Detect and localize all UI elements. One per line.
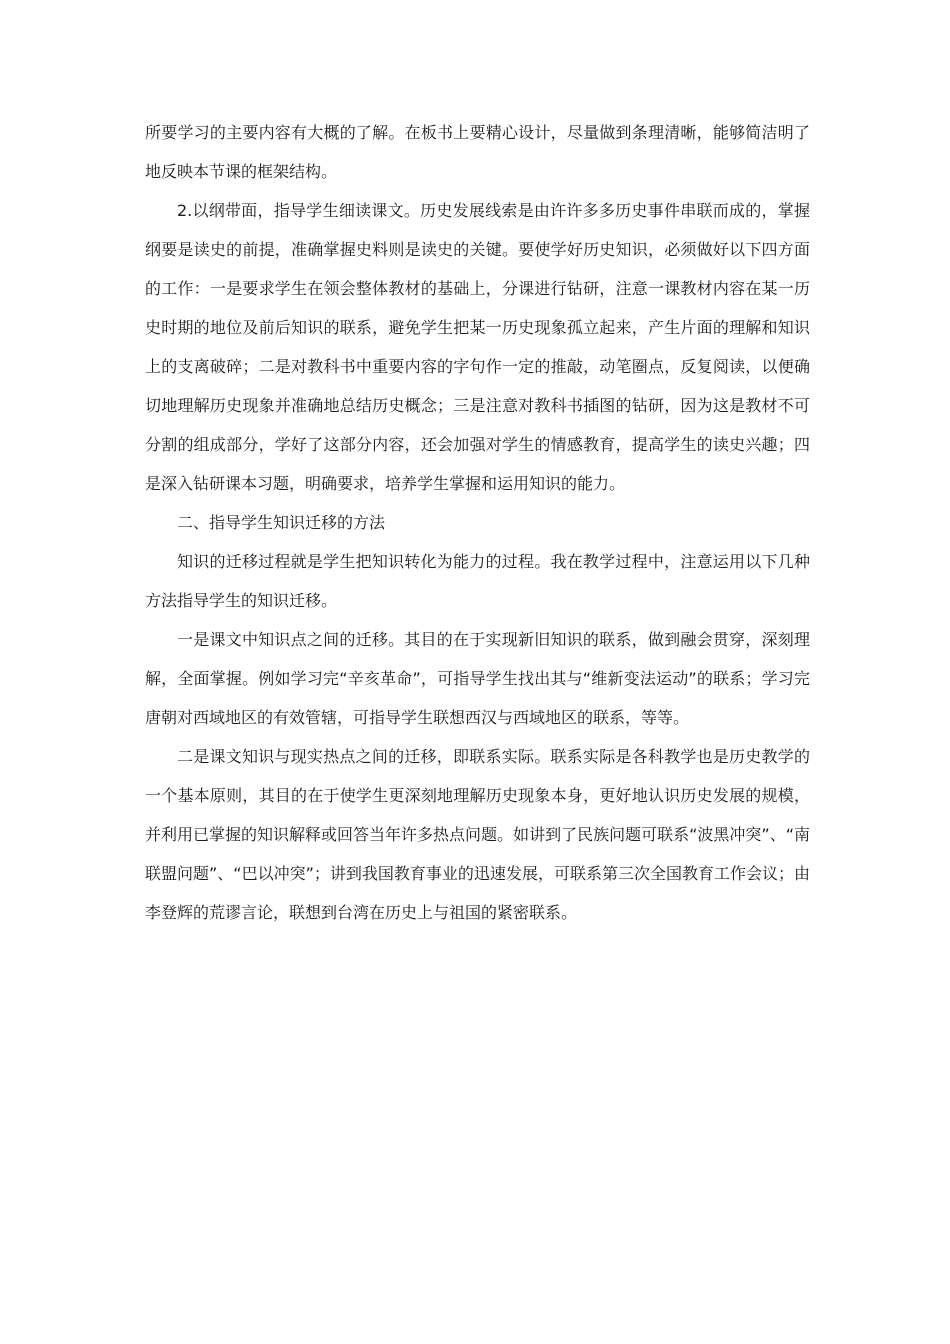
section-heading: 二、指导学生知识迁移的方法	[177, 513, 386, 532]
document-body	[145, 113, 810, 932]
paragraph-3: 知识的迁移过程就是学生把知识转化为能力的过程。我在教学过程中，注意运用以下几种方法指导学生的知识迁移。	[145, 552, 810, 610]
paragraph-4: 一是课文中知识点之间的迁移。其目的在于实现新旧知识的联系，做到融会贯穿，深刻理解，全面掌握。例如学习完“辛亥革命”，可指导学生找出其与“维新变法运动”的联系；学习完唐朝对西域地区的有效管辖，可指导学生联想西汉与西域地区的联系，等等。	[145, 630, 810, 727]
paragraph-1: 所要学习的主要内容有大概的了解。在板书上要精心设计，尽量做到条理清晰，能够简洁明了地反映本节课的框架结构。	[145, 123, 810, 181]
paragraph-2: 2.以纲带面，指导学生细读课文。历史发展线索是由许许多多历史事件串联而成的，掌握纲要是读史的前提，准确掌握史料则是读史的关键。要使学好历史知识，必须做好以下四方面的工作：一是要求学生在领会整体教材的基础上，分课进行钻研，注意一课教材内容在某一历史时期的地位及前后知识的联系，避免学生把某一历史现象孤立起来，产生片面的理解和知识上的支离破碎；二是对教科书中重要内容的字句作一定的推敲，动笔圈点，反复阅读，以便确切地理解历史现象并准确地总结历史概念；三是注意对教科书插图的钻研，因为这是教材不可分割的组成部分，学好了这部分内容，还会加强对学生的情感教育，提高学生的读史兴趣；四是深入钻研课本习题，明确要求，培养学生掌握和运用知识的能力。	[145, 201, 810, 493]
paragraph-5: 二是课文知识与现实热点之间的迁移，即联系实际。联系实际是各科教学也是历史教学的一个基本原则，其目的在于使学生更深刻地理解历史现象本身，更好地认识历史发展的规模，并利用已掌握的知识解释或回答当年许多热点问题。如讲到了民族问题可联系“波黑冲突”、“南联盟问题”、“巴以冲突”；讲到我国教育事业的迅速发展，可联系第三次全国教育工作会议；由李登辉的荒谬言论，联想到台湾在历史上与祖国的紧密联系。	[145, 747, 810, 922]
